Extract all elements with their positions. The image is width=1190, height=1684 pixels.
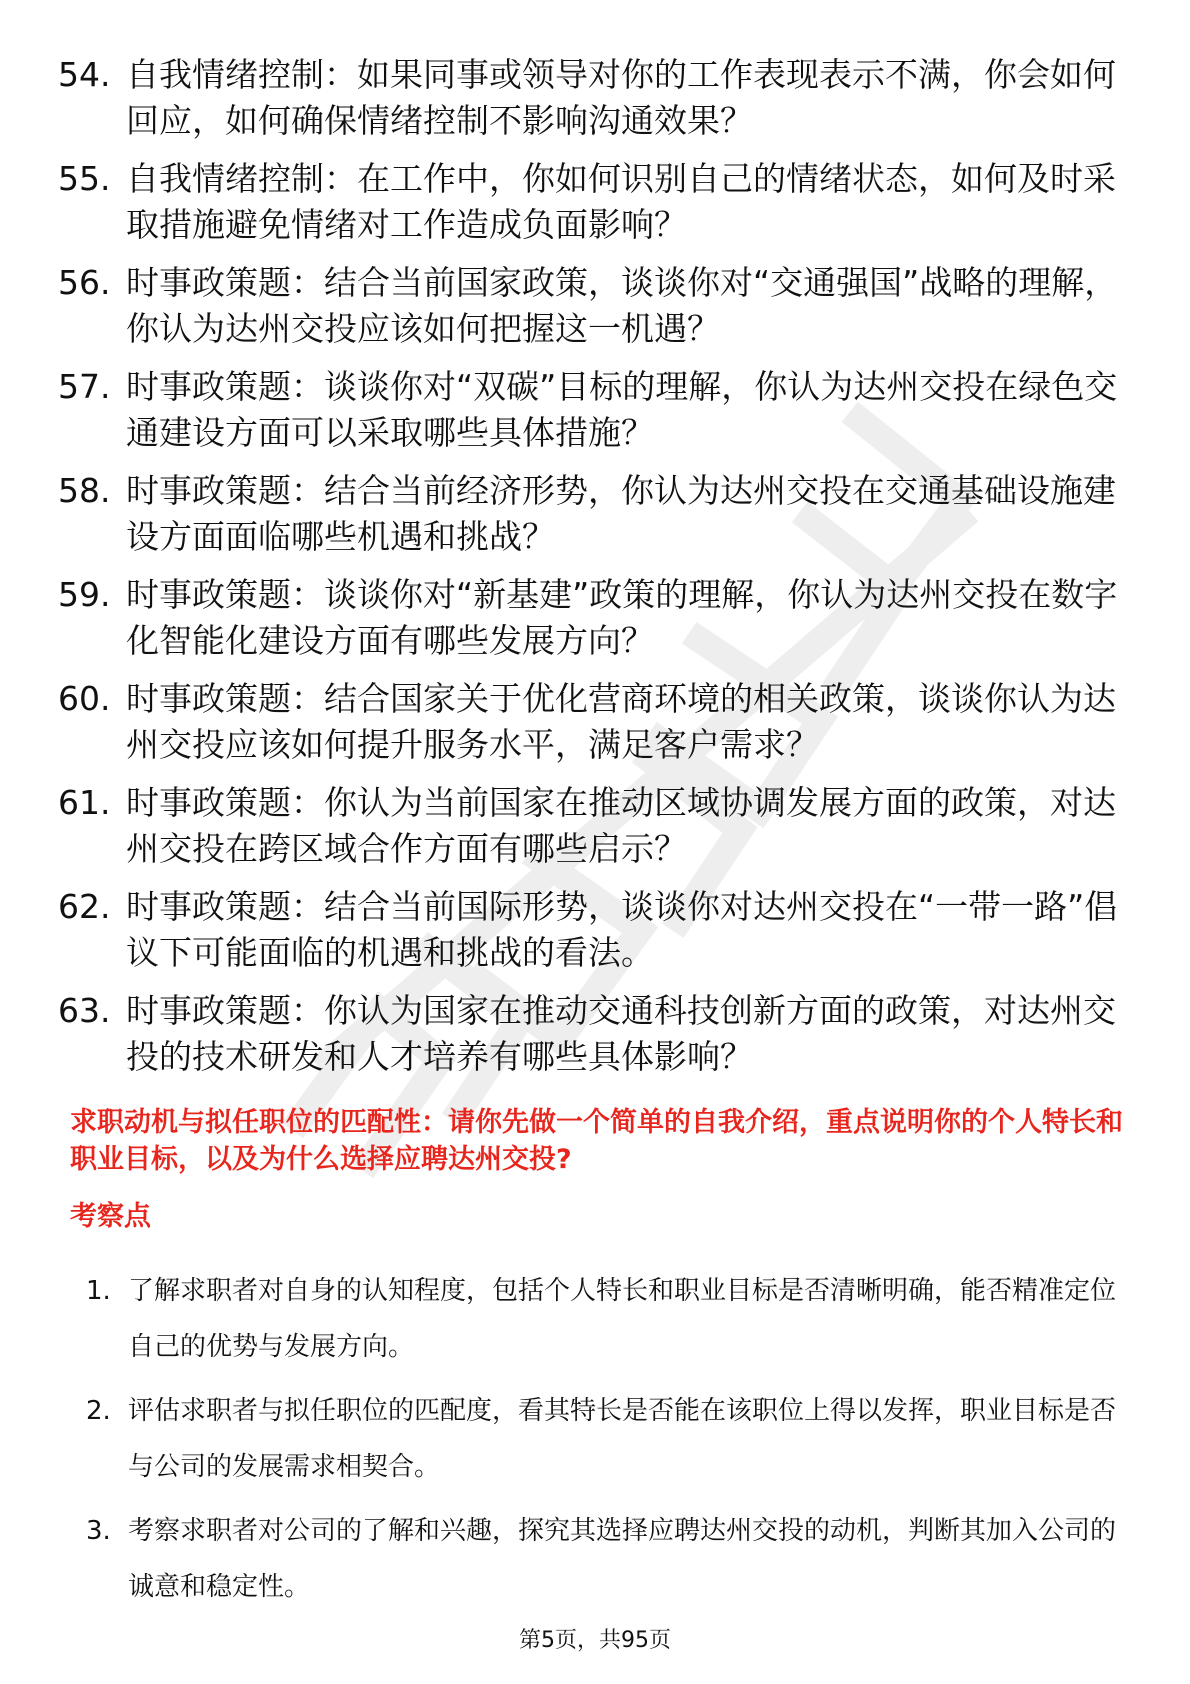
question-item <box>58 52 1138 144</box>
question-text: 时事政策题：你认为当前国家在推动区域协调发展方面的政策，对达州交投在跨区域合作方面有哪些启示？ <box>126 783 1116 868</box>
evaluation-point-number: 2. <box>86 1396 111 1426</box>
question-number: 59. <box>58 575 111 614</box>
evaluation-point-number: 3. <box>86 1516 111 1546</box>
evaluation-point-text: 考察求职者对公司的了解和兴趣，探究其选择应聘达州交投的动机，判断其加入公司的诚意和稳定性。 <box>128 1516 1117 1602</box>
question-number: 61. <box>58 783 111 822</box>
question-item <box>58 364 1138 456</box>
question-text: 时事政策题：结合当前经济形势，你认为达州交投在交通基础设施建设方面面临哪些机遇和挑战？ <box>126 471 1116 556</box>
evaluation-point-text: 评估求职者与拟任职位的匹配度，看其特长是否能在该职位上得以发挥，职业目标是否与公司的发展需求相契合。 <box>128 1396 1117 1482</box>
question-item <box>58 468 1138 560</box>
question-text: 时事政策题：结合国家关于优化营商环境的相关政策，谈谈你认为达州交投应该如何提升服务水平，满足客户需求？ <box>126 679 1116 764</box>
evaluation-points-label: 考察点 <box>70 1201 151 1232</box>
question-item <box>58 676 1138 768</box>
question-text: 时事政策题：谈谈你对“新基建”政策的理解，你认为达州交投在数字化智能化建设方面有哪些发展方向？ <box>126 575 1118 660</box>
question-item <box>58 260 1138 352</box>
question-number: 62. <box>58 887 111 926</box>
question-item <box>58 572 1138 664</box>
question-number: 60. <box>58 679 111 718</box>
question-number: 63. <box>58 991 111 1030</box>
question-text: 时事政策题：谈谈你对“双碳”目标的理解，你认为达州交投在绿色交通建设方面可以采取哪些具体措施？ <box>126 367 1118 452</box>
question-item <box>58 156 1138 248</box>
question-text: 自我情绪控制：如果同事或领导对你的工作表现表示不满，你会如何回应，如何确保情绪控制不影响沟通效果？ <box>126 55 1116 140</box>
question-text: 时事政策题：你认为国家在推动交通科技创新方面的政策，对达州交投的技术研发和人才培养有哪些具体影响？ <box>126 991 1116 1076</box>
evaluation-point-item <box>86 1263 1126 1375</box>
question-item <box>58 988 1138 1080</box>
question-number: 54. <box>58 55 111 94</box>
question-number: 58. <box>58 471 111 510</box>
question-number: 55. <box>58 159 111 198</box>
question-number: 57. <box>58 367 111 406</box>
question-number: 56. <box>58 263 111 302</box>
evaluation-point-text: 了解求职者对自身的认知程度，包括个人特长和职业目标是否清晰明确，能否精准定位自己的优势与发展方向。 <box>128 1276 1117 1362</box>
evaluation-points-list <box>86 1263 1126 1623</box>
question-text: 自我情绪控制：在工作中，你如何识别自己的情绪状态，如何及时采取措施避免情绪对工作造成负面影响？ <box>126 159 1116 244</box>
evaluation-point-item <box>86 1503 1126 1615</box>
question-item <box>58 780 1138 872</box>
question-item <box>58 884 1138 976</box>
section-heading: 求职动机与拟任职位的匹配性：请你先做一个简单的自我介绍，重点说明你的个人特长和职业目标，以及为什么选择应聘达州交投? <box>70 1107 1123 1175</box>
question-list <box>58 52 1138 1092</box>
evaluation-point-item <box>86 1383 1126 1495</box>
page-footer: 第5页，共95页 <box>519 1628 671 1653</box>
question-text: 时事政策题：结合当前国际形势，谈谈你对达州交投在“一带一路”倡议下可能面临的机遇和挑战的看法。 <box>126 887 1118 972</box>
question-text: 时事政策题：结合当前国家政策，谈谈你对“交通强国”战略的理解，你认为达州交投应该如何把握这一机遇？ <box>126 263 1118 348</box>
evaluation-point-number: 1. <box>86 1276 111 1306</box>
